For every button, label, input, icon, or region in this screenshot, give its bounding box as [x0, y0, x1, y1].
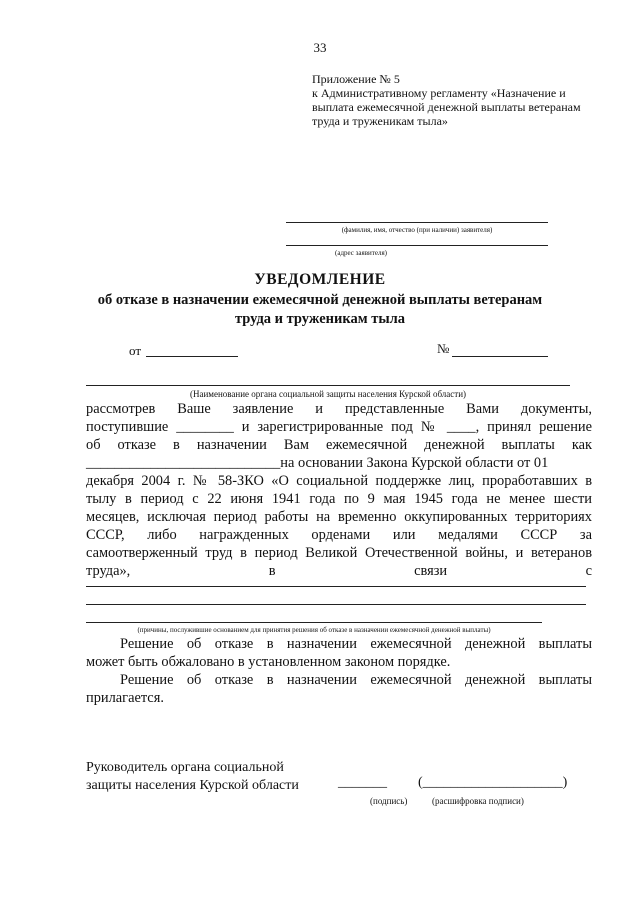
attached-line: Решение об отказе в назначении ежемесячной денежной выплаты: [120, 672, 592, 688]
signer-line: защиты населения Курской области: [86, 778, 299, 793]
body-line-rest: на основании Закона Курской области от 01: [280, 455, 549, 471]
document-title: УВЕДОМЛЕНИЕ: [254, 271, 386, 288]
body-line: тылу в период с 22 июня 1941 года по 9 мая 1945 года не менее шести: [86, 491, 592, 507]
applicant-name-caption: (фамилия, имя, отчество (при наличии) заявителя): [341, 226, 493, 234]
subtitle-line: труда и труженикам тыла: [234, 311, 406, 327]
reason-line: [86, 622, 542, 623]
attached-line: прилагается.: [86, 690, 164, 706]
body-word: связи: [414, 563, 448, 579]
applicant-address-line: [286, 245, 548, 246]
body-line: самоотверженный труд в период Великой Отечественной войны, и ветеранов: [86, 545, 592, 561]
body-word: в: [268, 563, 276, 579]
body-line: месяцев, исключая период работы на временно оккупированных территориях: [86, 509, 592, 525]
body-line: [86, 563, 592, 581]
signature-blank: _______: [338, 775, 387, 790]
signature-decode-blank: (____________________): [418, 775, 568, 790]
signer-line: Руководитель органа социальной: [86, 760, 284, 775]
appendix-line: выплата ежемесячной денежной выплаты ветеранам: [312, 100, 581, 114]
signer-title: [86, 759, 299, 795]
signature-caption: (подпись): [370, 796, 408, 806]
reasons-caption: (причины, послужившие основанием для принятия решения об отказе в назначении ежемесячной денежной выплаты): [137, 626, 491, 634]
body-line: декабря 2004 г. № 58-ЗКО «О социальной поддержке лиц, проработавших в: [86, 473, 592, 489]
document-subtitle: [80, 291, 560, 329]
body-word: с: [585, 563, 592, 579]
appeal-line: Решение об отказе в назначении ежемесячной денежной выплаты: [120, 636, 592, 652]
organ-caption: (Наименование органа социальной защиты населения Курской области): [189, 389, 467, 399]
subtitle-line: об отказе в назначении ежемесячной денежной выплаты ветеранам: [97, 292, 543, 308]
appendix-line: труда и труженикам тыла»: [312, 114, 448, 128]
body-line: рассмотрев Ваше заявление и представленные Вами документы,: [86, 401, 592, 417]
reason-line: [86, 586, 586, 587]
body-line: СССР, либо награжденных орденами или медалями СССР за: [86, 527, 592, 543]
number-label: №: [437, 341, 450, 356]
organ-line: [86, 385, 570, 386]
date-label: от: [129, 343, 142, 358]
body-word: труда»,: [86, 563, 131, 579]
reason-blank: ___________________________: [86, 455, 281, 471]
appendix-line: Приложение № 5: [312, 72, 400, 86]
applicant-address-caption: (адрес заявителя): [335, 249, 387, 257]
appendix-line: к Административному регламенту «Назначение и: [312, 86, 566, 100]
appendix-header: [312, 72, 602, 128]
body-line: поступившие ________ и зарегистрированные под № ____, принял решение: [86, 419, 592, 435]
body-line: [86, 455, 592, 473]
page-number: 33: [313, 40, 327, 55]
body-line: об отказе в назначении Вам ежемесячной денежной выплаты как: [86, 437, 592, 453]
appeal-line: может быть обжаловано в установленном законом порядке.: [86, 654, 451, 670]
signature-decode-caption: (расшифровка подписи): [432, 796, 524, 806]
date-line: [146, 356, 238, 357]
applicant-name-line: [286, 222, 548, 223]
reason-line: [86, 604, 586, 605]
number-line: [452, 356, 548, 357]
